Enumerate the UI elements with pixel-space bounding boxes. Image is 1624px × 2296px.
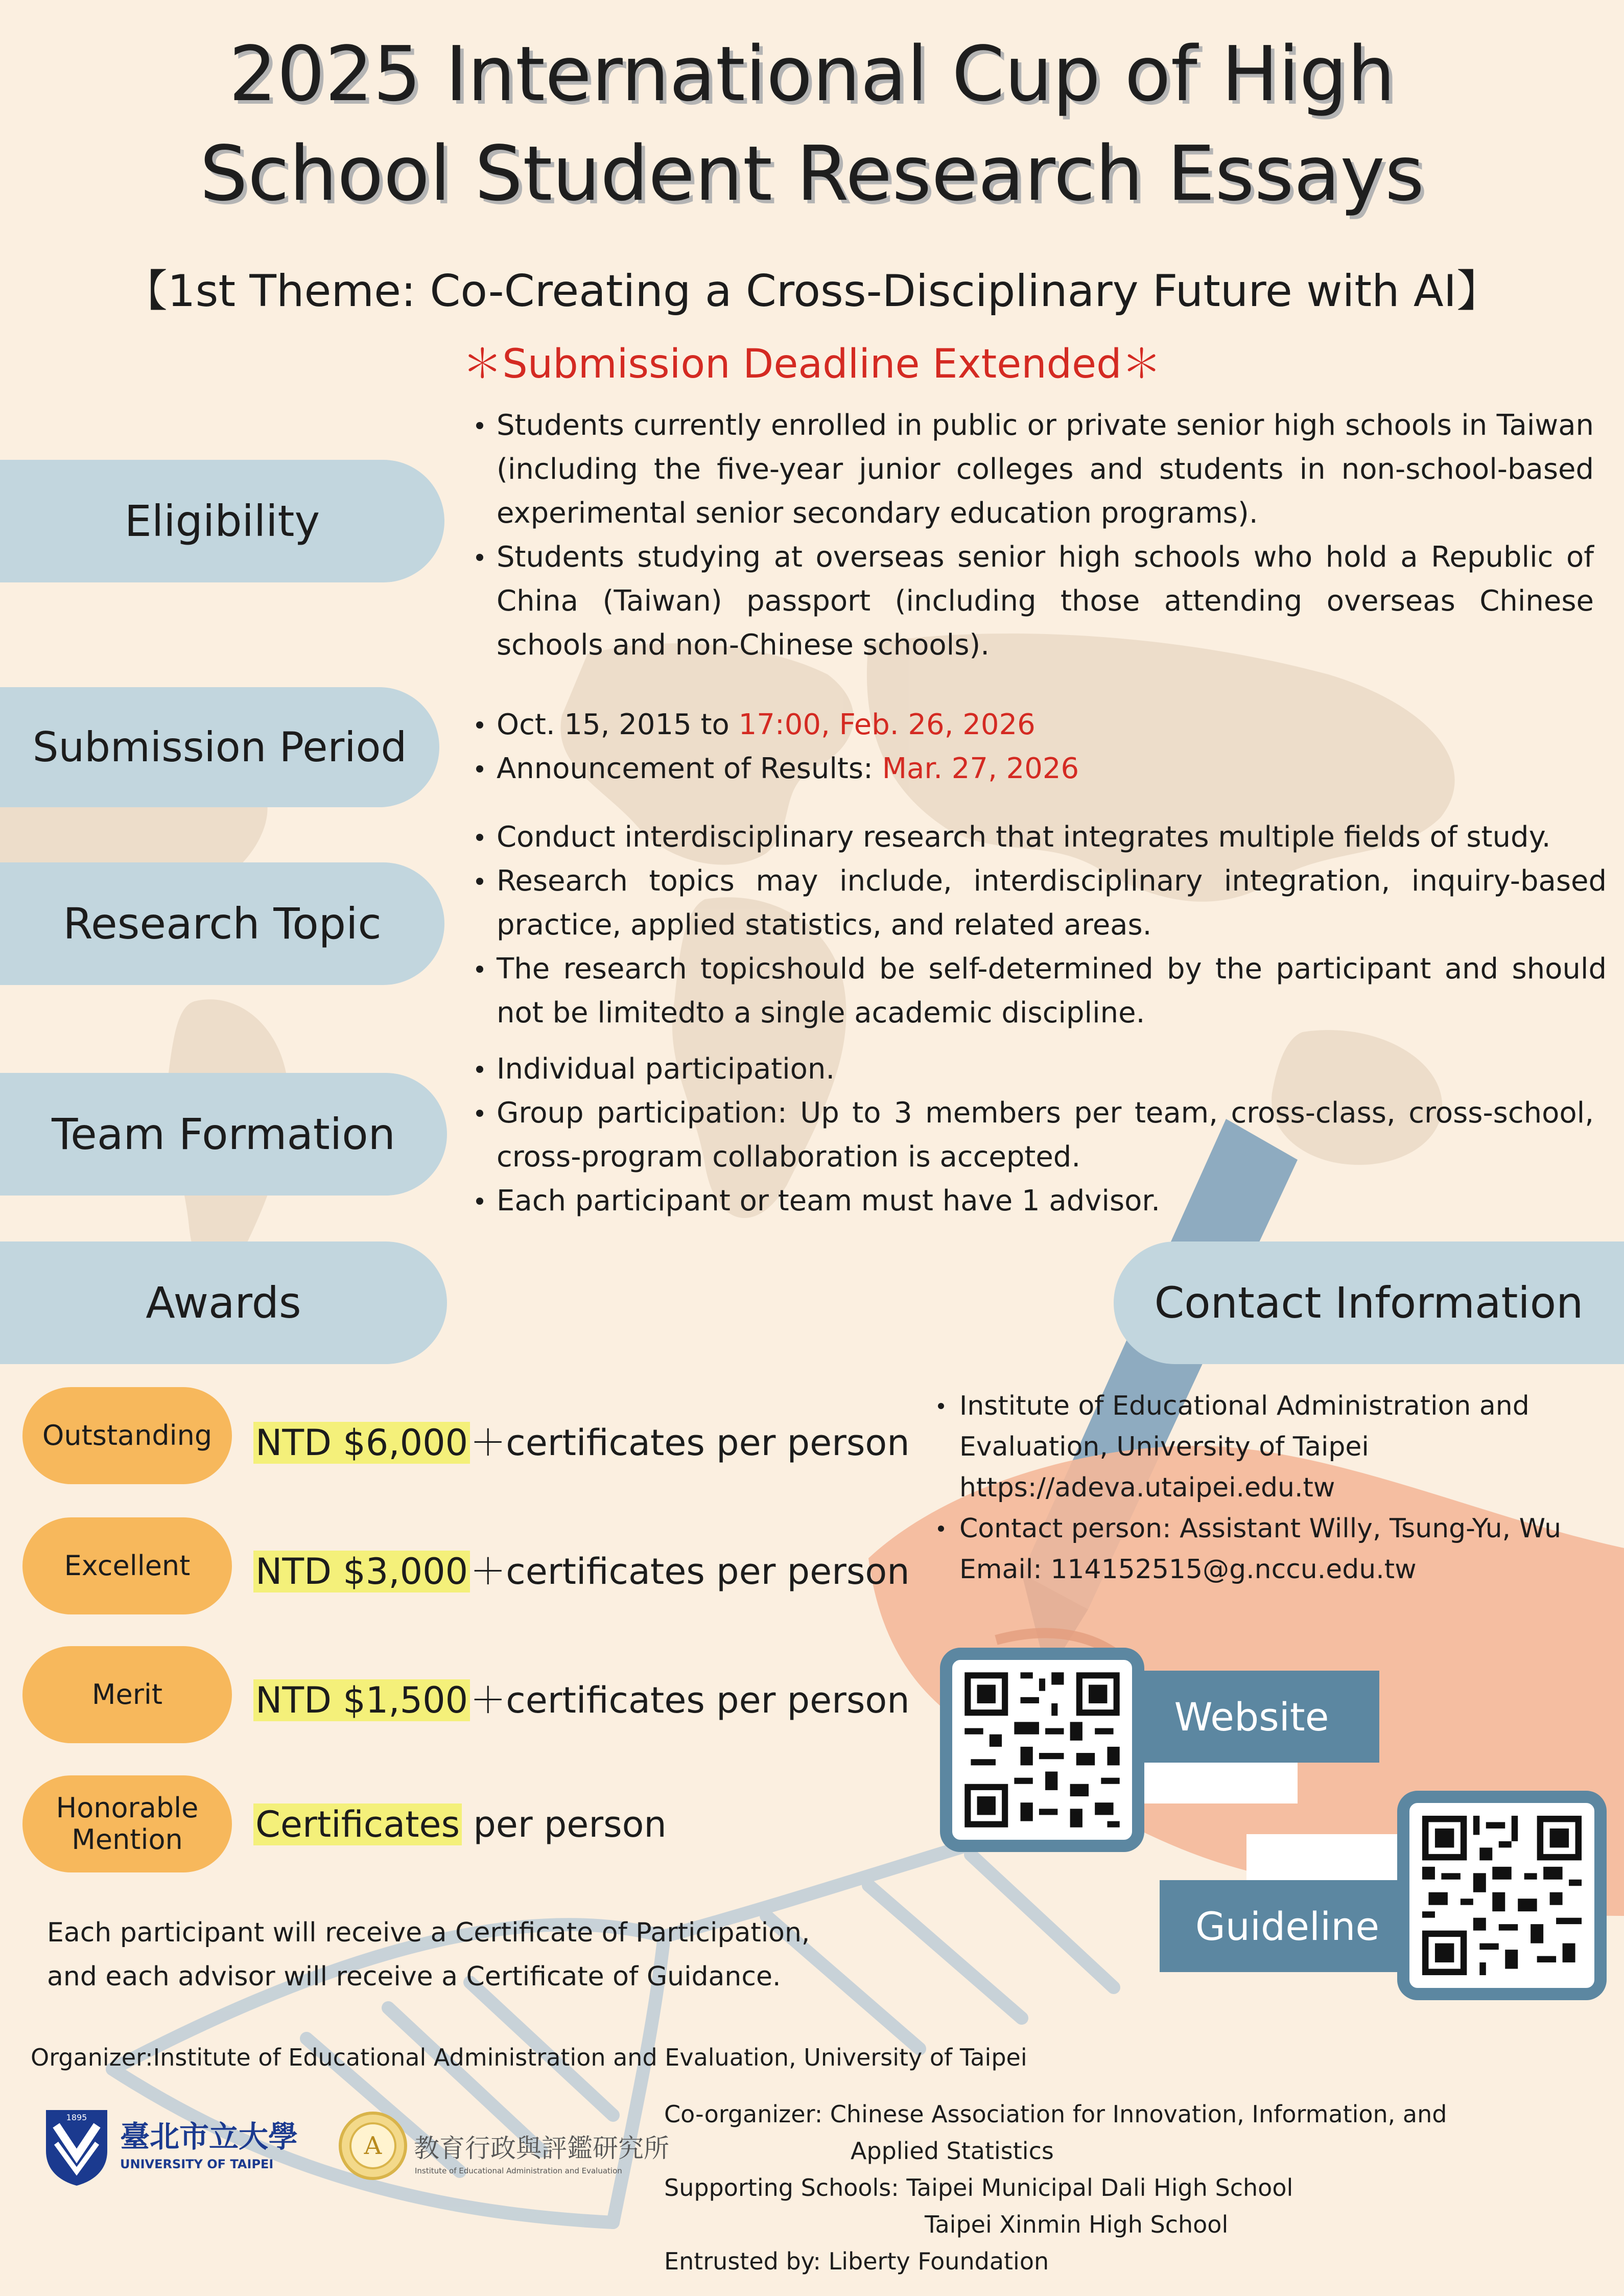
- contact-institute-item: [935, 1386, 1609, 1508]
- university-of-taipei-logo-icon: [41, 2105, 112, 2187]
- certificate-note-line: and each advisor will receive a Certificate of Guidance.: [47, 1961, 781, 1992]
- award-amount: NTD $1,500: [253, 1679, 470, 1721]
- guideline-qr-code[interactable]: [1397, 1791, 1607, 2000]
- contact-information-label: Contact Information: [1114, 1241, 1624, 1364]
- university-of-taipei-logo-subtitle: UNIVERSITY OF TAIPEI: [120, 2157, 274, 2171]
- award-suffix: ＋certificates per person: [470, 1551, 910, 1592]
- university-of-taipei-logo-text: 臺北市立大學: [120, 2119, 298, 2154]
- qr-code-icon: [952, 1660, 1132, 1840]
- team-formation-item: Group participation: Up to 3 members per team, cross-class, cross-school, cross-program collaboration is accepted.: [475, 1091, 1594, 1179]
- supporting-schools-line: Supporting Schools: Taipei Municipal Dali High School: [664, 2174, 1293, 2201]
- seal-letter: A: [364, 2131, 382, 2160]
- results-date: Mar. 27, 2026: [882, 752, 1079, 785]
- research-topic-item: Conduct interdisciplinary research that integrates multiple fields of study.: [475, 815, 1607, 859]
- team-formation-label: Team Formation: [0, 1073, 447, 1196]
- poster-title-line-2: School Student Research Essays: [199, 130, 1425, 218]
- badge-line: Honorable: [56, 1792, 199, 1824]
- contact-institute-line: Institute of Educational Administration and: [959, 1391, 1529, 1421]
- award-amount: Certificates: [253, 1803, 462, 1845]
- award-suffix: per person: [462, 1803, 667, 1845]
- poster-title-line-1: 2025 International Cup of High: [228, 30, 1396, 118]
- co-organizer-line: Co-organizer: Chinese Association for Innovation, Information, and: [664, 2100, 1447, 2128]
- team-formation-item: Each participant or team must have 1 advisor.: [475, 1179, 1594, 1223]
- award-badge-outstanding: Outstanding: [22, 1387, 232, 1484]
- badge-line: Mention: [72, 1823, 183, 1856]
- award-badge-honorable-mention: [22, 1775, 232, 1872]
- award-excellent-prize: [253, 1543, 910, 1595]
- award-suffix: ＋certificates per person: [470, 1679, 910, 1721]
- results-announcement-item: [475, 747, 1594, 791]
- contact-website-link[interactable]: https://adeva.utaipei.edu.tw: [959, 1472, 1335, 1503]
- team-formation-item: Individual participation.: [475, 1047, 1594, 1091]
- eligibility-item: Students studying at overseas senior high schools who hold a Republic of China (Taiwan) passport (including those attending overseas Chinese schools and non-Chinese schools).: [475, 535, 1594, 667]
- co-organizer-block: [664, 2096, 1447, 2280]
- research-topic-label: Research Topic: [0, 862, 444, 985]
- period-prefix: Oct. 15, 2015 to: [497, 708, 739, 741]
- award-amount: NTD $6,000: [253, 1422, 470, 1464]
- deadline-notice: ＊Submission Deadline Extended＊: [462, 341, 1162, 387]
- institute-seal-logo-icon: [337, 2110, 409, 2182]
- submission-list: [475, 703, 1594, 791]
- guideline-qr-label[interactable]: Guideline: [1160, 1880, 1415, 1972]
- institute-logo-text: 教育行政與評鑑研究所: [414, 2134, 669, 2163]
- submission-period-item: [475, 703, 1594, 747]
- eligibility-label: Eligibility: [0, 460, 444, 582]
- qr-label-tab: [1246, 1834, 1415, 1880]
- theme-heading: 【1st Theme: Co-Creating a Cross-Disciplinary Future with AI】: [123, 266, 1501, 317]
- logo-year: 1895: [66, 2113, 87, 2122]
- qr-code-icon: [1409, 1803, 1594, 1988]
- institute-logo-subtitle: Institute of Educational Administration and Evaluation: [415, 2166, 622, 2175]
- entrusted-by-line: Entrusted by: Liberty Foundation: [664, 2247, 1049, 2275]
- submission-period-label: Submission Period: [0, 687, 439, 807]
- organizer-text: Organizer:Institute of Educational Administration and Evaluation, University of Taipei: [31, 2044, 1027, 2071]
- co-organizer-line: Applied Statistics: [851, 2137, 1054, 2165]
- certificate-note-line: Each participant will receive a Certificate of Participation,: [47, 1917, 810, 1948]
- research-topic-list: [475, 815, 1607, 1035]
- website-qr-code[interactable]: [940, 1648, 1144, 1852]
- contact-institute-line: Evaluation, University of Taipei: [959, 1432, 1369, 1462]
- award-amount: NTD $3,000: [253, 1551, 470, 1592]
- award-badge-excellent: Excellent: [22, 1517, 232, 1614]
- award-outstanding-prize: [253, 1414, 910, 1466]
- team-formation-list: [475, 1047, 1594, 1223]
- supporting-schools-line: Taipei Xinmin High School: [925, 2211, 1229, 2238]
- certificate-note: [47, 1911, 810, 1999]
- qr-label-tab: [1144, 1758, 1298, 1803]
- award-suffix: ＋certificates per person: [470, 1422, 910, 1464]
- results-prefix: Announcement of Results:: [497, 752, 882, 785]
- website-qr-label[interactable]: Website: [1124, 1671, 1379, 1763]
- period-deadline: 17:00, Feb. 26, 2026: [738, 708, 1035, 741]
- contact-email[interactable]: Email: 114152515@g.nccu.edu.tw: [959, 1554, 1417, 1585]
- research-topic-item: Research topics may include, interdisciplinary integration, inquiry-based practice, applied statistics, and related areas.: [475, 859, 1607, 947]
- award-honorable-mention-prize: [253, 1803, 667, 1845]
- eligibility-item: Students currently enrolled in public or private senior high schools in Taiwan (including the five-year junior colleges and students in non-school-based experimental senior secondary education programs).: [475, 404, 1594, 535]
- research-topic-item: The research topicshould be self-determined by the participant and should not be limitedto a single academic discipline.: [475, 947, 1607, 1035]
- contact-person-item: [935, 1508, 1609, 1590]
- contact-person: Contact person: Assistant Willy, Tsung-Yu, Wu: [959, 1513, 1562, 1544]
- award-merit-prize: [253, 1672, 910, 1723]
- awards-label: Awards: [0, 1241, 447, 1364]
- award-badge-merit: Merit: [22, 1646, 232, 1743]
- eligibility-list: [475, 404, 1594, 667]
- contact-list: [935, 1386, 1609, 1590]
